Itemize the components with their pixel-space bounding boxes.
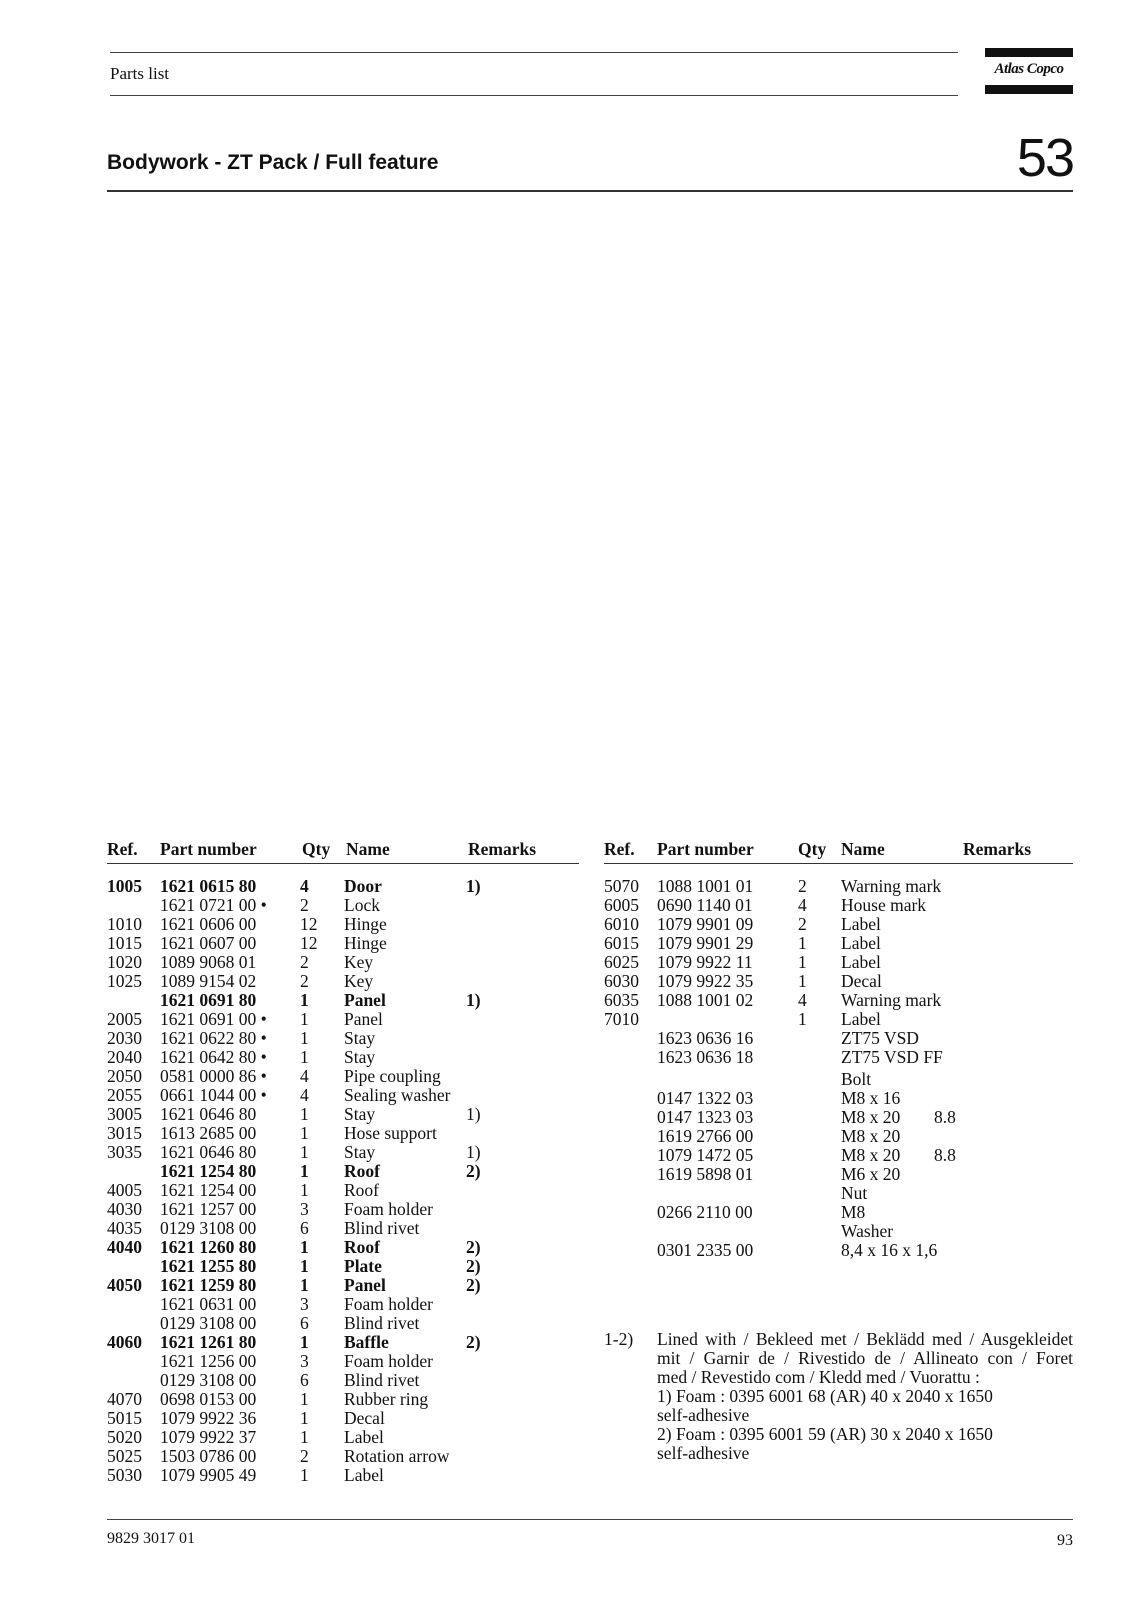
header-part-number: Part number <box>657 839 754 859</box>
ref-cell: 2030 <box>107 1028 142 1048</box>
ref-cell: 6025 <box>604 952 639 972</box>
header-ref: Ref. <box>107 839 138 859</box>
part-number-cell: 1088 1001 01 <box>657 876 754 896</box>
name-cell: Blind rivet <box>344 1370 420 1390</box>
name-cell: Nut <box>841 1183 868 1203</box>
qty-cell: 4 <box>300 876 309 896</box>
header-rule <box>107 863 579 864</box>
ref-cell: 4070 <box>107 1389 142 1409</box>
name-cell: Blind rivet <box>344 1313 420 1333</box>
part-number-cell: 1621 0646 80 <box>160 1142 257 1162</box>
grade-cell: 8.8 <box>934 1145 956 1165</box>
qty-cell: 1 <box>300 1028 309 1048</box>
part-number-cell: 1621 0691 80 <box>160 990 257 1010</box>
name-cell: Stay <box>344 1104 376 1124</box>
name-cell: M8 x 20 <box>841 1145 901 1165</box>
notes-key: 1-2) <box>604 1329 634 1349</box>
part-number-cell: 1089 9154 02 <box>160 971 257 991</box>
ref-cell: 7010 <box>604 1009 639 1029</box>
ref-cell: 1025 <box>107 971 142 991</box>
header-qty: Qty <box>798 839 827 859</box>
remarks-cell: 1) <box>466 1142 481 1162</box>
qty-cell: 12 <box>300 914 318 934</box>
qty-cell: 1 <box>300 1427 309 1447</box>
name-cell: Panel <box>344 1275 386 1295</box>
ref-cell: 2005 <box>107 1009 142 1029</box>
part-number-cell: 1621 0615 80 <box>160 876 257 896</box>
name-cell: Hinge <box>344 914 387 934</box>
header-name: Name <box>346 839 390 859</box>
ref-cell: 3035 <box>107 1142 142 1162</box>
part-number-cell: 1621 0607 00 <box>160 933 257 953</box>
part-number-cell: 1621 1261 80 <box>160 1332 257 1352</box>
name-cell: Washer <box>841 1221 894 1241</box>
name-cell: Roof <box>344 1237 380 1257</box>
ref-cell: 2055 <box>107 1085 142 1105</box>
part-number-cell: 1079 9901 29 <box>657 933 754 953</box>
name-cell: Key <box>344 952 374 972</box>
note-2-line: 2) Foam : 0395 6001 59 (AR) 30 x 2040 x 1650 <box>657 1424 993 1444</box>
qty-cell: 3 <box>300 1351 309 1371</box>
grade-cell: 8.8 <box>934 1107 956 1127</box>
name-cell: ZT75 VSD <box>841 1028 919 1048</box>
ref-cell: 1010 <box>107 914 142 934</box>
part-number-cell: 1621 0646 80 <box>160 1104 257 1124</box>
name-cell: Warning mark <box>841 990 942 1010</box>
name-cell: Roof <box>344 1180 379 1200</box>
name-cell: Lock <box>344 895 380 915</box>
name-cell: M8 x 16 <box>841 1088 901 1108</box>
name-cell: Rubber ring <box>344 1389 429 1409</box>
ref-cell: 2050 <box>107 1066 142 1086</box>
header-rule <box>604 863 1073 864</box>
qty-cell: 1 <box>300 1123 309 1143</box>
logo-wordmark: Atlas Copco <box>994 61 1064 77</box>
part-number-cell: 1621 1259 80 <box>160 1275 257 1295</box>
title-rule <box>107 190 1073 192</box>
ref-cell: 6005 <box>604 895 639 915</box>
name-cell: Baffle <box>344 1332 389 1352</box>
header-remarks: Remarks <box>963 839 1032 859</box>
remarks-cell: 1) <box>466 990 481 1010</box>
document-number: 9829 3017 01 <box>107 1530 195 1547</box>
qty-cell: 1 <box>798 933 807 953</box>
name-cell: Hose support <box>344 1123 437 1143</box>
part-number-cell: 0301 2335 00 <box>657 1240 754 1260</box>
name-cell: House mark <box>841 895 927 915</box>
name-cell: Label <box>841 1009 881 1029</box>
name-cell: Stay <box>344 1142 376 1162</box>
name-cell: Sealing washer <box>344 1085 451 1105</box>
part-number-cell: 0698 0153 00 <box>160 1389 257 1409</box>
ref-cell: 5020 <box>107 1427 142 1447</box>
name-cell: Warning mark <box>841 876 942 896</box>
name-cell: M8 x 20 <box>841 1126 901 1146</box>
part-number-cell: 1079 9901 09 <box>657 914 754 934</box>
section-number: 53 <box>1016 128 1073 188</box>
qty-cell: 2 <box>300 895 309 915</box>
ref-cell: 5030 <box>107 1465 142 1485</box>
ref-cell: 6035 <box>604 990 639 1010</box>
ref-cell: 1020 <box>107 952 142 972</box>
part-number-cell: 0690 1140 01 <box>657 895 753 915</box>
part-number-cell: 1613 2685 00 <box>160 1123 257 1143</box>
page-number: 93 <box>1057 1532 1073 1549</box>
name-cell: Label <box>841 952 881 972</box>
header-label: Parts list <box>110 64 170 83</box>
notes-intro-line: med / Revestido com / Kledd med / Vuorattu : <box>657 1367 980 1387</box>
qty-cell: 1 <box>798 952 807 972</box>
name-cell: Decal <box>344 1408 385 1428</box>
ref-cell: 4035 <box>107 1218 142 1238</box>
qty-cell: 6 <box>300 1218 309 1238</box>
part-number-cell: 0129 3108 00 <box>160 1218 257 1238</box>
qty-cell: 1 <box>300 1237 309 1257</box>
name-cell: Pipe coupling <box>344 1066 441 1086</box>
qty-cell: 1 <box>300 1009 309 1029</box>
qty-cell: 2 <box>798 914 807 934</box>
header-top-rule <box>110 52 958 53</box>
ref-cell: 5025 <box>107 1446 142 1466</box>
qty-cell: 1 <box>300 1104 309 1124</box>
part-number-cell: 0581 0000 86 • <box>160 1066 267 1086</box>
remarks-cell: 2) <box>466 1256 481 1276</box>
qty-cell: 1 <box>798 971 807 991</box>
atlas-copco-logo <box>985 48 1073 94</box>
remarks-cell: 2) <box>466 1161 481 1181</box>
ref-cell: 4030 <box>107 1199 142 1219</box>
name-cell: 8,4 x 16 x 1,6 <box>841 1240 938 1260</box>
qty-cell: 1 <box>300 1275 309 1295</box>
name-cell: Bolt <box>841 1069 872 1089</box>
part-number-cell: 1088 1001 02 <box>657 990 754 1010</box>
name-cell: Label <box>841 914 881 934</box>
part-number-cell: 1621 0721 00 • <box>160 895 267 915</box>
qty-cell: 2 <box>300 971 309 991</box>
logo-top-bar <box>985 48 1073 57</box>
part-number-cell: 1621 0622 80 • <box>160 1028 267 1048</box>
ref-cell: 6015 <box>604 933 639 953</box>
part-number-cell: 1089 9068 01 <box>160 952 257 972</box>
part-number-cell: 1621 0642 80 • <box>160 1047 267 1067</box>
qty-cell: 2 <box>798 876 807 896</box>
qty-cell: 3 <box>300 1294 309 1314</box>
name-cell: Rotation arrow <box>344 1446 450 1466</box>
name-cell: Foam holder <box>344 1199 433 1219</box>
part-number-cell: 1619 2766 00 <box>657 1126 754 1146</box>
qty-cell: 1 <box>300 1465 309 1485</box>
header-qty: Qty <box>302 839 331 859</box>
qty-cell: 1 <box>300 1408 309 1428</box>
name-cell: Label <box>344 1465 384 1485</box>
footer-rule <box>107 1519 1073 1520</box>
name-cell: Foam holder <box>344 1294 433 1314</box>
name-cell: Roof <box>344 1161 380 1181</box>
qty-cell: 1 <box>798 1009 807 1029</box>
part-number-cell: 1079 9922 37 <box>160 1427 257 1447</box>
notes-intro-line: mit / Garnir de / Rivestido de / Allineato con / Foret <box>657 1348 1073 1368</box>
ref-cell: 3015 <box>107 1123 142 1143</box>
remarks-cell: 2) <box>466 1332 481 1352</box>
qty-cell: 1 <box>300 1161 309 1181</box>
qty-cell: 1 <box>300 1180 309 1200</box>
name-cell: Blind rivet <box>344 1218 420 1238</box>
name-cell: M8 <box>841 1202 866 1222</box>
header-remarks: Remarks <box>468 839 537 859</box>
part-number-cell: 1621 0606 00 <box>160 914 257 934</box>
name-cell: Hinge <box>344 933 387 953</box>
qty-cell: 3 <box>300 1199 309 1219</box>
ref-cell: 1015 <box>107 933 142 953</box>
part-number-cell: 1621 1257 00 <box>160 1199 257 1219</box>
ref-cell: 5015 <box>107 1408 142 1428</box>
ref-cell: 6030 <box>604 971 639 991</box>
part-number-cell: 0129 3108 00 <box>160 1370 257 1390</box>
ref-cell: 4050 <box>107 1275 142 1295</box>
note-1-line: self-adhesive <box>657 1405 750 1425</box>
name-cell: Plate <box>344 1256 382 1276</box>
qty-cell: 6 <box>300 1370 309 1390</box>
qty-cell: 2 <box>300 1446 309 1466</box>
part-number-cell: 0661 1044 00 • <box>160 1085 267 1105</box>
part-number-cell: 1079 9922 35 <box>657 971 754 991</box>
name-cell: Foam holder <box>344 1351 433 1371</box>
part-number-cell: 1623 0636 16 <box>657 1028 754 1048</box>
name-cell: Panel <box>344 990 386 1010</box>
part-number-cell: 1079 9905 49 <box>160 1465 257 1485</box>
ref-cell: 5070 <box>604 876 639 896</box>
name-cell: Stay <box>344 1047 376 1067</box>
name-cell: Stay <box>344 1028 376 1048</box>
name-cell: Label <box>344 1427 384 1447</box>
qty-cell: 4 <box>798 990 807 1010</box>
name-cell: ZT75 VSD FF <box>841 1047 943 1067</box>
part-number-cell: 1621 1254 00 <box>160 1180 257 1200</box>
part-number-cell: 1619 5898 01 <box>657 1164 754 1184</box>
name-cell: Door <box>344 876 382 896</box>
part-number-cell: 1621 1260 80 <box>160 1237 257 1257</box>
part-number-cell: 1079 1472 05 <box>657 1145 754 1165</box>
qty-cell: 2 <box>300 952 309 972</box>
part-number-cell: 1621 1254 80 <box>160 1161 257 1181</box>
qty-cell: 4 <box>300 1085 309 1105</box>
name-cell: Decal <box>841 971 882 991</box>
part-number-cell: 0266 2110 00 <box>657 1202 753 1222</box>
part-number-cell: 1079 9922 36 <box>160 1408 257 1428</box>
part-number-cell: 1621 0691 00 • <box>160 1009 267 1029</box>
qty-cell: 1 <box>300 1256 309 1276</box>
ref-cell: 6010 <box>604 914 639 934</box>
ref-cell: 1005 <box>107 876 142 896</box>
ref-cell: 3005 <box>107 1104 142 1124</box>
header-ref: Ref. <box>604 839 635 859</box>
header-name: Name <box>841 839 885 859</box>
name-cell: Panel <box>344 1009 383 1029</box>
qty-cell: 4 <box>798 895 807 915</box>
notes-body <box>657 1330 1073 1463</box>
qty-cell: 1 <box>300 1047 309 1067</box>
header-part-number: Part number <box>160 839 257 859</box>
name-cell: M8 x 20 <box>841 1107 901 1127</box>
qty-cell: 6 <box>300 1313 309 1333</box>
remarks-cell: 2) <box>466 1237 481 1257</box>
part-number-cell: 1503 0786 00 <box>160 1446 257 1466</box>
qty-cell: 1 <box>300 1142 309 1162</box>
logo-bottom-bar <box>985 85 1073 94</box>
notes-intro-line: Lined with / Bekleed met / Beklädd med / Ausgekleidet <box>657 1329 1073 1349</box>
name-cell: Label <box>841 933 881 953</box>
ref-cell: 4005 <box>107 1180 142 1200</box>
remarks-cell: 2) <box>466 1275 481 1295</box>
name-cell: Key <box>344 971 374 991</box>
header-bottom-rule <box>110 95 958 96</box>
ref-cell: 2040 <box>107 1047 142 1067</box>
qty-cell: 12 <box>300 933 318 953</box>
part-number-cell: 1623 0636 18 <box>657 1047 754 1067</box>
part-number-cell: 1621 1255 80 <box>160 1256 257 1276</box>
part-number-cell: 1621 0631 00 <box>160 1294 257 1314</box>
name-cell: M6 x 20 <box>841 1164 901 1184</box>
qty-cell: 1 <box>300 1332 309 1352</box>
note-1-line: 1) Foam : 0395 6001 68 (AR) 40 x 2040 x 1650 <box>657 1386 993 1406</box>
part-number-cell: 1079 9922 11 <box>657 952 753 972</box>
part-number-cell: 0147 1322 03 <box>657 1088 754 1108</box>
part-number-cell: 0129 3108 00 <box>160 1313 257 1333</box>
ref-cell: 4060 <box>107 1332 142 1352</box>
page-title: Bodywork - ZT Pack / Full feature <box>107 151 439 174</box>
remarks-cell: 1) <box>466 1104 481 1124</box>
qty-cell: 1 <box>300 990 309 1010</box>
remarks-cell: 1) <box>466 876 481 896</box>
part-number-cell: 0147 1323 03 <box>657 1107 754 1127</box>
qty-cell: 1 <box>300 1389 309 1409</box>
qty-cell: 4 <box>300 1066 309 1086</box>
note-2-line: self-adhesive <box>657 1443 750 1463</box>
part-number-cell: 1621 1256 00 <box>160 1351 257 1371</box>
ref-cell: 4040 <box>107 1237 142 1257</box>
